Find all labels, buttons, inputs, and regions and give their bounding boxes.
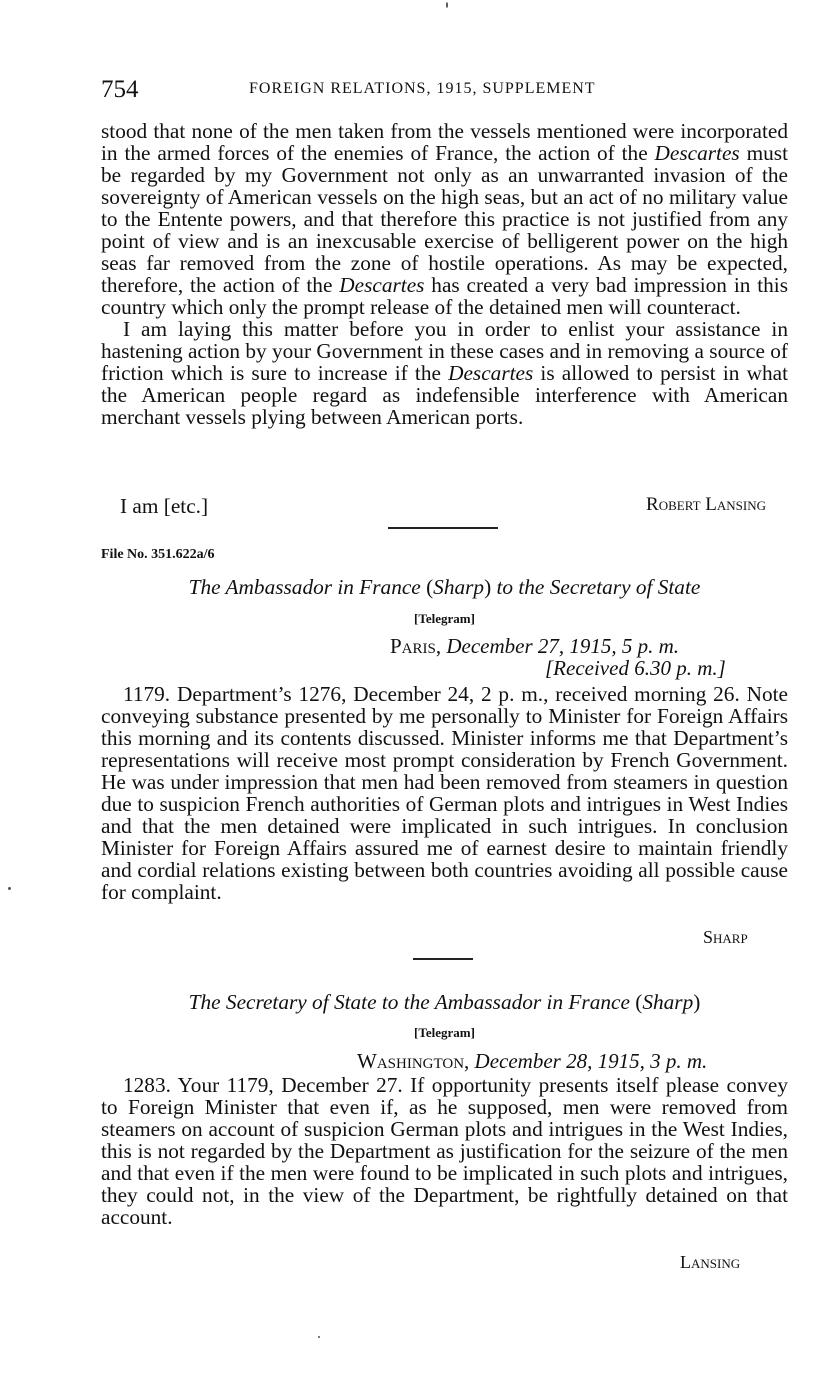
letter-body xyxy=(101,120,788,428)
document-title: The Ambassador in France (Sharp) to the Secretary of State xyxy=(188,575,701,599)
ship-name: Descartes xyxy=(448,361,534,385)
telegram-body: 1179. Department’s 1276, December 24, 2 p. m., received morning 26. Note conveying substance presented by me personally to Minister for Foreign Affairs this morning and its contents discussed. Minister informs me that Department’s representations will receive most prompt consideration by French Government. He was under impression that men had been removed from steamers in question due to suspicion French authorities of German plots and intrigues in West Indies and that the men detained were implicated in such intrigues. In conclusion Minister for Foreign Affairs assured me of earnest desire to maintain friendly and cordial relations existing between both countries avoiding all possible cause for complaint. xyxy=(101,682,788,904)
telegram-label: [Telegram] xyxy=(414,611,475,626)
dateline: Washington, December 28, 1915, 3 p. m. xyxy=(357,1049,708,1073)
telegram-signature: Sharp xyxy=(703,927,748,947)
letter-signature: Robert Lansing xyxy=(646,494,766,515)
document-title: The Secretary of State to the Ambassador in France (Sharp) xyxy=(188,990,701,1014)
received-time: [Received 6.30 p. m.] xyxy=(545,656,726,680)
scan-speck xyxy=(8,887,11,890)
letter-closing: I am [etc.] xyxy=(120,494,209,518)
telegram-label: [Telegram] xyxy=(414,1025,475,1040)
telegram-signature: Lansing xyxy=(680,1252,741,1272)
scan-speck xyxy=(318,1336,320,1338)
section-divider xyxy=(388,527,498,529)
letter-paragraph-2: I am laying this matter before you in order to enlist your assistance in hastening action by your Government in these cases and in removing a source of friction which is sure to increase if the Descartes is allowed to persist in what the American people regard as indefensible interference with American merchant vessels plying between American ports. xyxy=(101,317,789,429)
section-divider xyxy=(413,958,473,960)
letter-closing-row xyxy=(120,494,766,518)
page-number: 754 xyxy=(101,76,139,103)
file-number: File No. 351.622a/6 xyxy=(101,547,215,562)
page-header xyxy=(101,76,791,106)
ship-name: Descartes xyxy=(654,141,740,165)
ship-name: Descartes xyxy=(339,273,425,297)
letter-paragraph-1: stood that none of the men taken from the vessels mentioned were incorporated in the armed forces of the enemies of France, the action of the Descartes must be regarded by my Government not only as an unwarranted invasion of the sovereignty of American vessels on the high seas, but an act of no military value to the Entente powers, and that therefore this practice is not justified from any point of view and is an inexcusable exercise of belligerent power on the high seas far removed from the zone of hostile operations. As may be expected, therefore, the action of the Descartes has created a very bad impression in this country which only the prompt release of the detained men will counteract. xyxy=(101,119,789,319)
scan-speck xyxy=(446,2,448,8)
telegram-body: 1283. Your 1179, December 27. If opportunity presents itself please convey to Foreign Minister that even if, as he supposed, men were removed from steamers on account of suspicion German plots and intrigues in the West Indies, this is not regarded by the Department as justification for the seizure of the men and that even if the men were found to be implicated in such plots and intrigues, they could not, in the view of the Department, be rightfully detained on that account. xyxy=(101,1073,788,1229)
dateline: Paris, December 27, 1915, 5 p. m. xyxy=(390,634,680,658)
running-head: FOREIGN RELATIONS, 1915, SUPPLEMENT xyxy=(249,80,596,97)
